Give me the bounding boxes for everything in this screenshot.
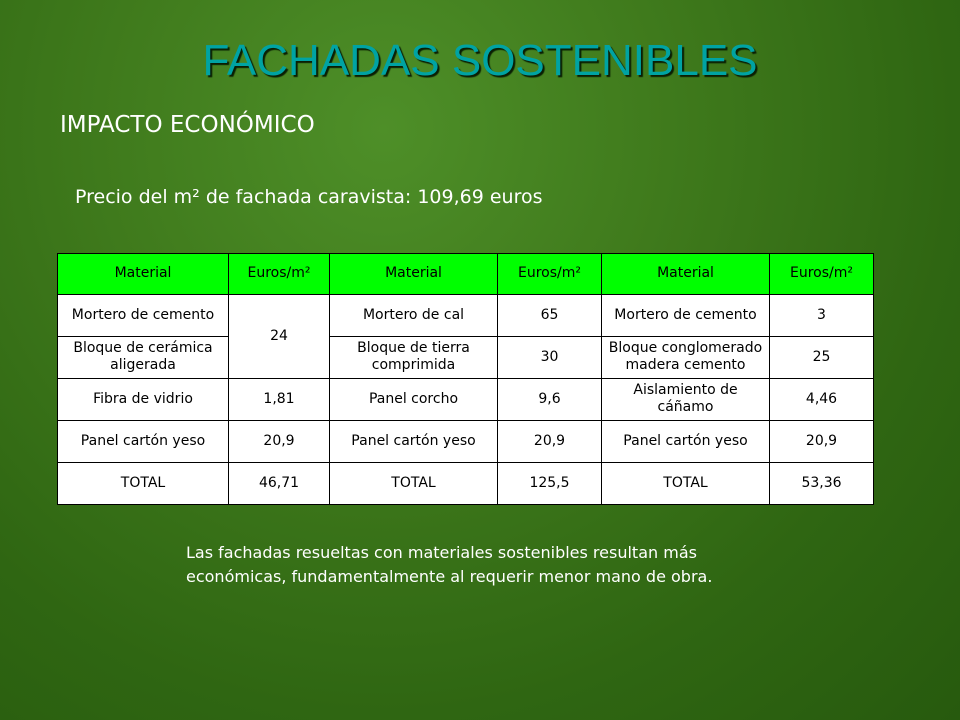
table-cell: 1,81 [229,378,330,420]
table-cell: Fibra de vidrio [58,378,229,420]
table-cell: Bloque de tierra comprimida [330,336,498,378]
table-cell: 65 [498,294,602,336]
table-total-row [58,462,874,504]
table-cell: Bloque conglomerado madera cemento [602,336,770,378]
table-header-row [58,254,874,295]
table-cell: 4,46 [770,378,874,420]
table-cell: 20,9 [229,420,330,462]
header-cell: Material [58,254,229,295]
table-cell: 3 [770,294,874,336]
table-cell: Mortero de cemento [58,294,229,336]
header-cell: Euros/m² [498,254,602,295]
table-cell: Mortero de cal [330,294,498,336]
header-cell: Euros/m² [229,254,330,295]
table-cell: Panel cartón yeso [58,420,229,462]
table-cell: Bloque de cerámica aligerada [58,336,229,378]
slide-subtitle: IMPACTO ECONÓMICO [60,112,315,138]
table-cell: 30 [498,336,602,378]
table-cell: 20,9 [498,420,602,462]
table-cell: 53,36 [770,462,874,504]
table-cell: Panel cartón yeso [330,420,498,462]
header-cell: Material [602,254,770,295]
header-cell: Material [330,254,498,295]
table-cell: 24 [229,294,330,378]
conclusion-note: Las fachadas resueltas con materiales sostenibles resultan más económicas, fundamentalmente al requerir menor mano de obra. [186,543,713,586]
slide-title: FACHADAS SOSTENIBLES [202,36,758,85]
table-cell: Panel cartón yeso [602,420,770,462]
cost-table [57,253,874,505]
table-cell: Aislamiento de cáñamo [602,378,770,420]
table-cell: 20,9 [770,420,874,462]
table-cell: TOTAL [602,462,770,504]
header-cell: Euros/m² [770,254,874,295]
table-cell: 25 [770,336,874,378]
table-row [58,378,874,420]
table-cell: 125,5 [498,462,602,504]
table-cell: TOTAL [330,462,498,504]
table-row [58,336,874,378]
table-row [58,294,874,336]
table-cell: TOTAL [58,462,229,504]
table-cell: 46,71 [229,462,330,504]
table-cell: Mortero de cemento [602,294,770,336]
table-cell: 9,6 [498,378,602,420]
table-row [58,420,874,462]
price-line: Precio del m² de fachada caravista: 109,69 euros [75,186,543,208]
table-cell: Panel corcho [330,378,498,420]
